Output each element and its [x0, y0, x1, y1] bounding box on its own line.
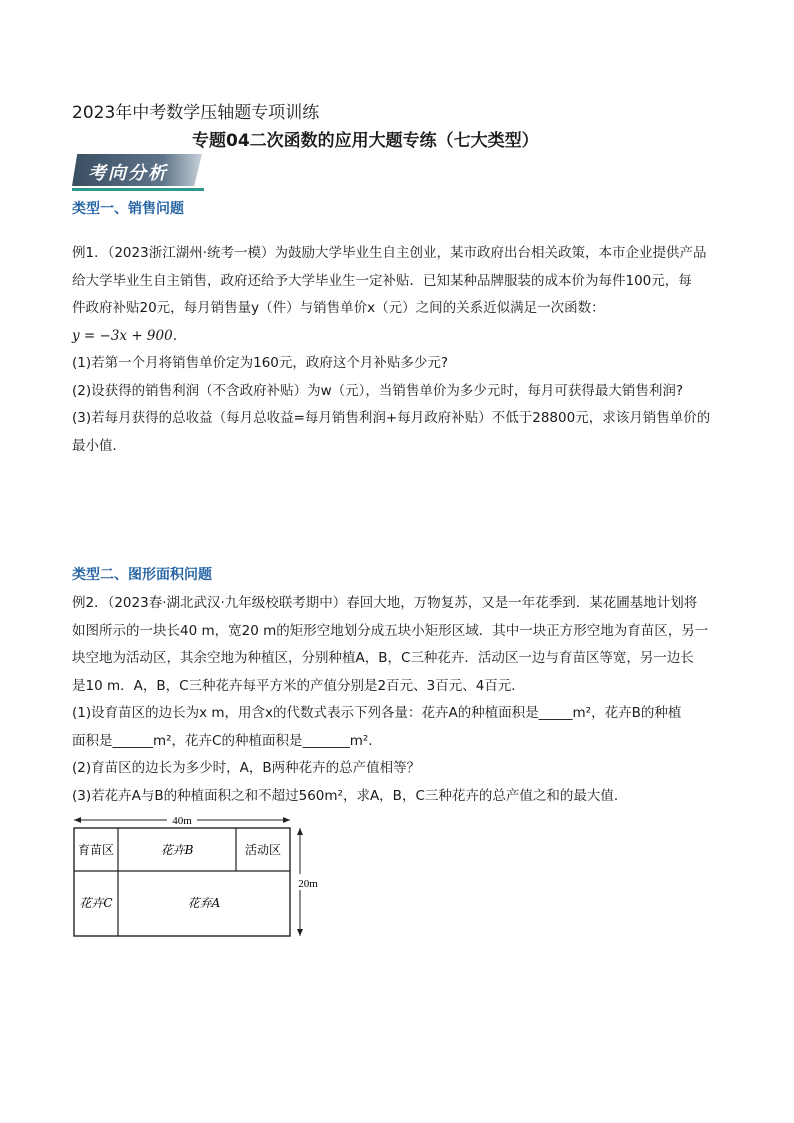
- flower-b-label: 花卉B: [160, 843, 194, 857]
- type1-question: 最小值．: [72, 437, 126, 454]
- nursery-label: 育苗区: [77, 843, 115, 857]
- section-banner: [72, 150, 204, 192]
- width-arrow-left: [74, 817, 81, 823]
- width-label: 40m: [172, 815, 192, 827]
- height-label: 20m: [298, 878, 318, 890]
- type1-question: (1)若第一个月将销售单价定为160元，政府这个月补贴多少元?: [72, 355, 449, 371]
- page-title: 专题04二次函数的应用大题专练（七大类型）: [192, 131, 539, 151]
- type2-line: 是10 m．A，B，C三种花卉每平方米的产值分别是2百元、3百元、4百元．: [72, 677, 525, 694]
- type1-line: 给大学毕业生自主销售，政府还给予大学毕业生一定补贴．已知某种品牌服装的成本价为每件100元，每: [72, 272, 692, 289]
- height-arrow-bottom: [297, 929, 303, 936]
- height-arrow-top: [297, 828, 303, 835]
- type2-line: 例2．（2023春·湖北武汉·九年级校联考期中）春回大地，万物复苏，又是一年花季到．某花圃基地计划将: [72, 595, 698, 611]
- type1-line: 件政府补贴20元，每月销售量y（件）与销售单价x（元）之间的关系近似满足一次函数：: [72, 300, 605, 316]
- flower-c-label: 花卉C: [79, 896, 113, 910]
- banner-label: 考向分析: [88, 163, 168, 184]
- type2-question: (1)设育苗区的边长为x m，用含x的代数式表示下列各量：花卉A的种植面积是_____m²，花卉B的种植: [72, 705, 682, 721]
- field-diagram: [72, 812, 332, 942]
- type2-question: (3)若花卉A与B的种植面积之和不超过560m²，求A，B，C三种花卉的总产值之和的最大值．: [72, 787, 628, 804]
- type2-question: (2)育苗区的边长为多少时，A，B两种花卉的总产值相等？: [72, 760, 421, 776]
- type1-question: (2)设获得的销售利润（不含政府补贴）为w（元），当销售单价为多少元时，每月可获得最大销售利润?: [72, 382, 684, 399]
- type1-formula: y = −3x + 900.: [72, 327, 177, 344]
- width-arrow-right: [283, 817, 290, 823]
- type1-problem: [72, 240, 728, 460]
- type2-problem: [72, 590, 728, 810]
- flower-a-label: 花弃A: [187, 896, 221, 910]
- banner-stripe: [72, 188, 204, 191]
- type1-heading: 类型一、销售问题: [72, 201, 184, 217]
- type2-question: 面积是______m²，花卉C的种植面积是_______m².: [72, 732, 373, 749]
- type2-heading: 类型二、图形面积问题: [72, 567, 212, 583]
- type2-line: 块空地为活动区，其余空地为种植区，分别种植A，B，C三种花卉．活动区一边与育苗区等宽，另一边长: [72, 650, 694, 666]
- series-title: 2023年中考数学压轴题专项训练: [72, 103, 320, 123]
- type2-line: 如图所示的一块长40 m，宽20 m的矩形空地划分成五块小矩形区域．其中一块正方形空地为育苗区，另一: [72, 622, 709, 639]
- type1-line: 例1．（2023浙江湖州·统考一模）为鼓励大学毕业生自主创业，某市政府出台相关政策，本市企业提供产品: [72, 245, 707, 261]
- type1-question: (3)若每月获得的总收益（每月总收益=每月销售利润+每月政府补贴）不低于28800元，求该月销售单价的: [72, 410, 711, 426]
- activity-label: 活动区: [244, 843, 282, 857]
